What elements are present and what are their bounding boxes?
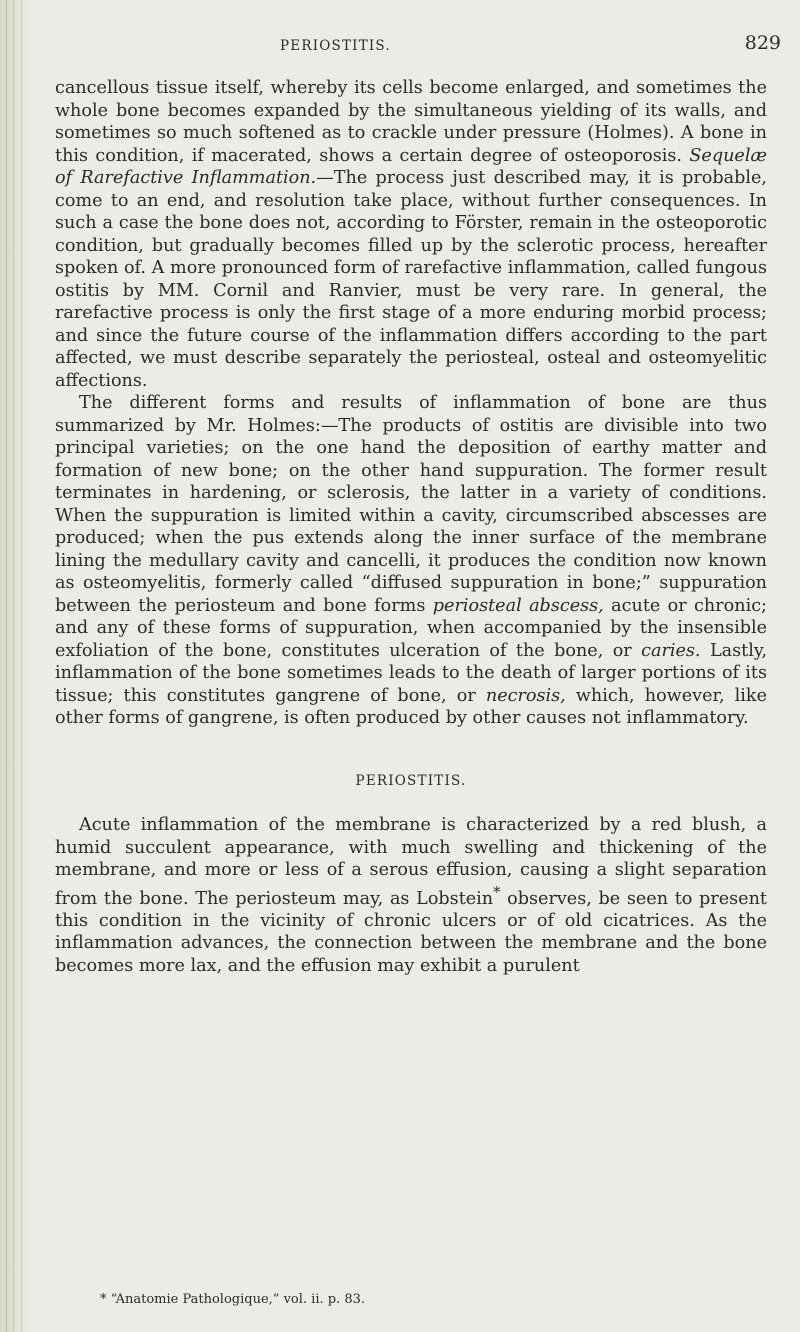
gutter-line [21, 0, 22, 1332]
text-run: observes, be seen to present this condition in the vicinity of chronic ulcers or of old cicatrices. As the inflammation advances, the connection between the membrane and the bone becomes more lax, and the effusion may exhibit a purulent [55, 888, 767, 976]
italic-term: necrosis, [485, 685, 566, 706]
running-head [55, 32, 789, 58]
text-run: cancellous tissue itself, whereby its cells become enlarged, and sometimes the whole bone becomes expanded by the simultaneous yielding of its walls, and sometimes so much softened as to crackle under pressure (Holmes). A bone in this condition, if macerated, shows a certain degree of osteoporosis. [55, 78, 767, 166]
section-heading: PERIOSTITIS. [355, 772, 467, 789]
gutter-line [6, 0, 7, 1332]
page-number: 829 [744, 32, 781, 54]
text-run: which, however, like other forms of gangrene, is often produced by other causes not inflammatory. [55, 685, 768, 728]
paragraph [55, 814, 767, 977]
text-run: acute or chronic; and any of these forms of suppuration, when accompanied by the insensible exfoliation of the bone, constitutes ulceration of the bone, or [55, 595, 767, 661]
italic-term: periosteal abscess, [432, 595, 604, 616]
text-run: The different forms and results of inflammation of bone are thus summarized by Mr. Holmes:—The products of ostitis are divisible into two principal varieties; on the one hand the deposition of earthy matter and formation of new bone; on the other hand suppuration. The former result terminates in hardening, or sclerosis, the latter in a variety of conditions. When the suppuration is limited within a cavity, circumscribed abscesses are produced; when the pus extends along the inner surface of the membrane lining the medullary cavity and cancelli, it produces the condition now known as osteomyelitis, formerly called “diffused suppuration in bone;” suppuration between the periosteum and bone forms [55, 393, 767, 616]
book-page [55, 0, 789, 1332]
footnote-marker: * [493, 883, 501, 901]
body-text [55, 77, 767, 977]
book-gutter [0, 0, 34, 1332]
paragraph-continuation [55, 77, 767, 392]
footnote: * “Anatomie Pathologique,” vol. ii. p. 83. [100, 1292, 366, 1307]
paragraph [55, 392, 767, 730]
text-run: Acute inflammation of the membrane is characterized by a red blush, a humid succulent appearance, with much swelling and thickening of the membrane, and more or less of a serous effusion, causing a slight separation from the bone. The periosteum may, as Lobstein [55, 815, 767, 909]
italic-subheading: Sequelæ of Rarefactive Inflammation. [55, 145, 768, 188]
running-title: PERIOSTITIS. [280, 38, 391, 54]
gutter-line [13, 0, 14, 1332]
italic-term: caries. [641, 640, 701, 661]
text-run: Lastly, inflammation of the bone sometimes leads to the death of larger portions of its tissue; this constitutes gangrene of bone, or [55, 640, 768, 706]
text-run: —The process just described may, it is probable, come to an end, and resolution take place, without further consequences. In such a case the bone does not, according to Förster, remain in the osteoporotic condition, but gradually becomes filled up by the sclerotic process, hereafter spoken of. A more pronounced form of rarefactive inflammation, called fungous ostitis by MM. Cornil and Ranvier, must be very rare. In general, the rarefactive process is only the first stage of a more enduring morbid process; and since the future course of the inflammation differs according to the part affected, we must describe separately the periosteal, osteal and osteomyelitic affections. [55, 168, 767, 391]
